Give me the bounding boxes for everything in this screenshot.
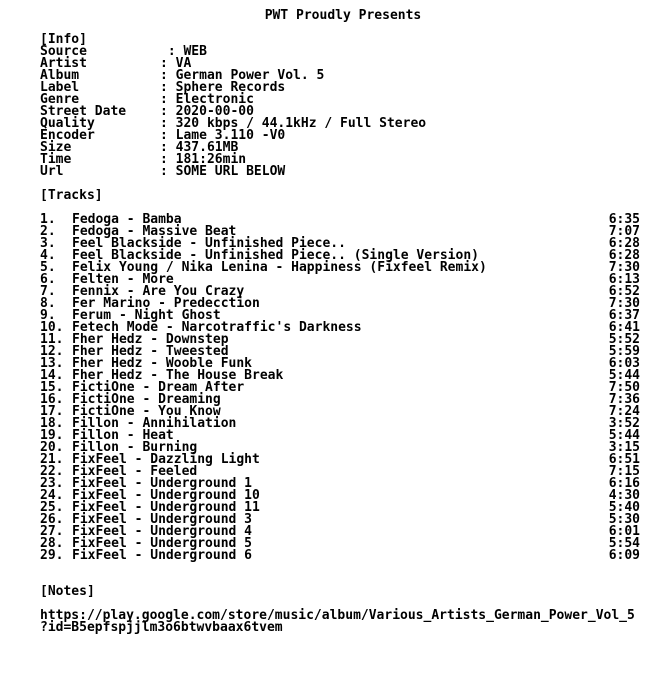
notes-line: ?id=B5epfspjjlm3o6btwvbaax6tvem — [40, 620, 283, 635]
track-number: 24. — [40, 488, 64, 503]
info-separator: : — [160, 104, 176, 119]
tracklist — [40, 214, 652, 562]
info-separator: : — [160, 44, 184, 59]
track-duration: 6:03 — [608, 356, 640, 371]
info-row — [40, 94, 652, 106]
track-duration: 5:44 — [608, 368, 640, 383]
info-row — [40, 58, 652, 70]
track-number: 28. — [40, 536, 64, 551]
track-title: Ferum - Night Ghost — [72, 308, 221, 323]
track-duration: 6:52 — [608, 284, 640, 299]
info-key: Quality — [40, 116, 95, 131]
track-number: 7. — [40, 284, 56, 299]
info-separator: : — [160, 68, 176, 83]
track-duration: 4:30 — [608, 488, 640, 503]
track-number: 17. — [40, 404, 64, 419]
track-number: 5. — [40, 260, 56, 275]
info-row — [40, 46, 652, 58]
track-title: Felten - More — [72, 272, 174, 287]
info-separator: : — [160, 92, 176, 107]
info-key: Label — [40, 80, 80, 95]
track-title: FixFeel - Feeled — [72, 464, 198, 479]
info-separator: : — [160, 152, 176, 167]
track-number: 4. — [40, 248, 56, 263]
track-title: Fillon - Heat — [72, 428, 174, 443]
track-title: FictiOne - Dream After — [72, 380, 245, 395]
info-value: VA — [175, 56, 192, 71]
track-duration: 6:35 — [608, 212, 640, 227]
title-row — [40, 10, 652, 22]
track-duration: 5:52 — [608, 332, 640, 347]
track-title: Fetech Mode - Narcotraffic's Darkness — [72, 320, 362, 335]
info-key: Album — [40, 68, 80, 83]
track-duration: 6:09 — [608, 548, 640, 563]
track-number: 14. — [40, 368, 64, 383]
info-value: 437.61MB — [175, 140, 239, 155]
track-duration: 5:30 — [608, 512, 640, 527]
track-title: Fillon - Burning — [72, 440, 198, 455]
track-title: Fer Marino - Predecction — [72, 296, 260, 311]
track-title: FixFeel - Underground 3 — [72, 512, 253, 527]
track-number: 2. — [40, 224, 56, 239]
track-title: Fillon - Annihilation — [72, 416, 237, 431]
track-title: Fennix - Are You Crazy — [72, 284, 245, 299]
track-number: 26. — [40, 512, 64, 527]
info-row — [40, 154, 652, 166]
track-row — [40, 550, 652, 562]
track-number: 6. — [40, 272, 56, 287]
info-value: 181:26min — [175, 152, 247, 167]
track-title: Fedoga - Bamba — [72, 212, 182, 227]
notes-section — [40, 610, 652, 634]
track-duration: 6:28 — [608, 236, 640, 251]
track-title: FixFeel - Underground 1 — [72, 476, 253, 491]
info-value: SOME URL BELOW — [175, 164, 286, 179]
track-number: 11. — [40, 332, 64, 347]
track-duration: 5:40 — [608, 500, 640, 515]
track-title: Fedoga - Massive Beat — [72, 224, 237, 239]
track-title: Fher Hedz - The House Break — [72, 368, 284, 383]
track-duration: 6:51 — [608, 452, 640, 467]
track-number: 29. — [40, 548, 64, 563]
info-value: German Power Vol. 5 — [175, 68, 325, 83]
info-separator: : — [160, 56, 176, 71]
track-duration: 6:16 — [608, 476, 640, 491]
track-title: Feel Blackside - Unfinished Piece.. — [72, 236, 346, 251]
info-separator: : — [160, 164, 176, 179]
info-value: Electronic — [175, 92, 254, 107]
track-duration: 7:30 — [608, 260, 640, 275]
info-row — [40, 118, 652, 130]
track-number: 15. — [40, 380, 64, 395]
track-duration: 6:13 — [608, 272, 640, 287]
info-key: Source — [40, 44, 87, 59]
info-value: 320 kbps / 44.1kHz / Full Stereo — [175, 116, 427, 131]
track-duration: 3:52 — [608, 416, 640, 431]
track-duration: 7:24 — [608, 404, 640, 419]
info-value: Sphere Records — [175, 80, 286, 95]
track-title: FixFeel - Underground 5 — [72, 536, 253, 551]
track-duration: 6:01 — [608, 524, 640, 539]
info-key: Time — [40, 152, 72, 167]
track-duration: 5:59 — [608, 344, 640, 359]
notes-line: https://play.google.com/store/music/album/Various_Artists_German_Power_Vol_5 — [40, 608, 635, 623]
track-number: 23. — [40, 476, 64, 491]
track-duration: 7:50 — [608, 380, 640, 395]
info-row — [40, 130, 652, 142]
track-number: 16. — [40, 392, 64, 407]
track-title: FictiOne - Dreaming — [72, 392, 221, 407]
info-key: Size — [40, 140, 72, 155]
track-duration: 3:15 — [608, 440, 640, 455]
track-duration: 6:28 — [608, 248, 640, 263]
track-number: 9. — [40, 308, 56, 323]
track-title: Felix Young / Nika Lenina - Happiness (Fixfeel Remix) — [72, 260, 487, 275]
track-number: 19. — [40, 428, 64, 443]
track-number: 25. — [40, 500, 64, 515]
track-duration: 6:41 — [608, 320, 640, 335]
page-title: PWT Proudly Presents — [264, 8, 422, 23]
info-key: Artist — [40, 56, 87, 71]
track-duration: 7:36 — [608, 392, 640, 407]
tracks-header: [Tracks] — [40, 188, 103, 203]
track-title: FictiOne - You Know — [72, 404, 221, 419]
track-number: 8. — [40, 296, 56, 311]
track-duration: 5:54 — [608, 536, 640, 551]
track-duration: 5:44 — [608, 428, 640, 443]
track-title: FixFeel - Dazzling Light — [72, 452, 260, 467]
track-title: FixFeel - Underground 4 — [72, 524, 253, 539]
track-duration: 7:30 — [608, 296, 640, 311]
info-row — [40, 82, 652, 94]
track-duration: 7:15 — [608, 464, 640, 479]
track-title: Feel Blackside - Unfinished Piece.. (Single Version) — [72, 248, 479, 263]
track-title: FixFeel - Underground 11 — [72, 500, 260, 515]
track-title: Fher Hedz - Downstep — [72, 332, 229, 347]
info-separator: : — [160, 140, 176, 155]
info-row — [40, 70, 652, 82]
info-key: Genre — [40, 92, 80, 107]
track-duration: 7:07 — [608, 224, 640, 239]
track-title: Fher Hedz - Tweested — [72, 344, 229, 359]
info-header: [Info] — [40, 32, 87, 47]
info-key: Encoder — [40, 128, 95, 143]
track-number: 22. — [40, 464, 64, 479]
track-title: FixFeel - Underground 10 — [72, 488, 260, 503]
track-number: 27. — [40, 524, 64, 539]
track-number: 21. — [40, 452, 64, 467]
track-number: 18. — [40, 416, 64, 431]
info-section — [40, 46, 652, 178]
info-separator: : — [160, 116, 176, 131]
track-number: 13. — [40, 356, 64, 371]
info-value: WEB — [183, 44, 207, 59]
notes-header: [Notes] — [40, 584, 95, 599]
track-number: 12. — [40, 344, 64, 359]
info-key: Street Date — [40, 104, 127, 119]
track-duration: 6:37 — [608, 308, 640, 323]
info-separator: : — [160, 128, 176, 143]
info-value: Lame 3.110 -V0 — [175, 128, 286, 143]
track-number: 20. — [40, 440, 64, 455]
info-key: Url — [40, 164, 64, 179]
info-row — [40, 166, 652, 178]
track-number: 1. — [40, 212, 56, 227]
info-row — [40, 142, 652, 154]
track-title: Fher Hedz - Wooble Funk — [72, 356, 253, 371]
nfo-document — [40, 10, 652, 634]
info-value: 2020-00-00 — [175, 104, 254, 119]
track-number: 3. — [40, 236, 56, 251]
info-separator: : — [160, 80, 176, 95]
track-number: 10. — [40, 320, 64, 335]
track-title: FixFeel - Underground 6 — [72, 548, 253, 563]
